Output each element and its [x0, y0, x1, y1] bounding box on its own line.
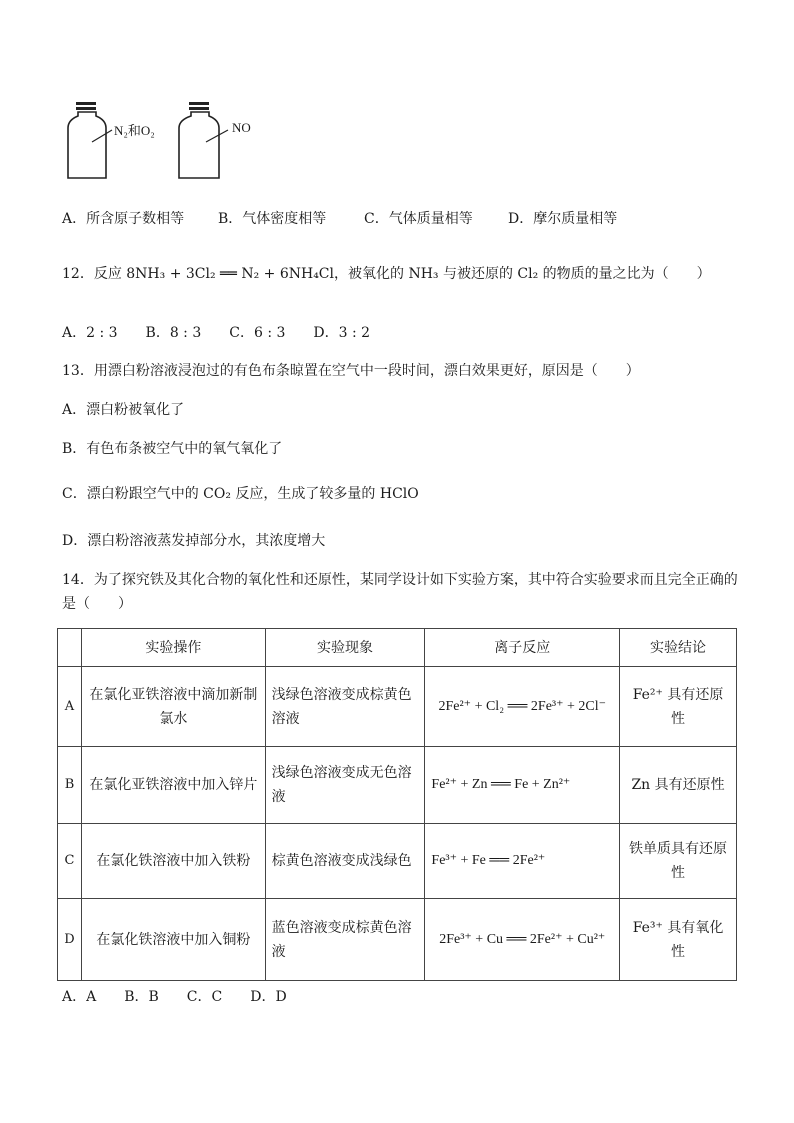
q12-options: A．2 : 3 B．8 : 3 C．6 : 3 D．3 : 2 — [62, 325, 371, 341]
q11-option-d — [508, 208, 617, 228]
bottle-right — [179, 102, 228, 178]
gas-bottles-figure — [62, 100, 272, 185]
q11-option-d-text: 摩尔质量相等 — [533, 211, 618, 227]
q11-option-c-text: 气体质量相等 — [388, 211, 473, 227]
cell-conclusion: Fe²⁺ 具有还原性 — [620, 667, 737, 747]
header-blank — [58, 629, 82, 667]
cell-conclusion: 铁单质具有还原性 — [620, 824, 737, 899]
q13-option-b: B．有色布条被空气中的氧气氧化了 — [62, 441, 283, 457]
table-row — [58, 824, 737, 899]
row-label: B — [58, 747, 82, 824]
q14-options: A．A B．B C．C D．D — [62, 989, 287, 1005]
row-label: C — [58, 824, 82, 899]
q11-option-b-text: 气体密度相等 — [242, 211, 327, 227]
cell-phenomenon: 浅绿色溶液变成棕黄色溶液 — [265, 667, 425, 747]
cell-operation: 在氯化亚铁溶液中滴加新制氯水 — [81, 667, 265, 747]
cell-operation: 在氯化亚铁溶液中加入锌片 — [81, 747, 265, 824]
header-reaction: 离子反应 — [425, 629, 620, 667]
q11-option-b — [218, 208, 326, 228]
q11-option-b-letter: B． — [218, 211, 243, 227]
q11-option-c — [364, 208, 473, 228]
cell-conclusion: Zn 具有还原性 — [620, 747, 737, 824]
experiment-table — [57, 628, 737, 981]
cell-reaction: Fe²⁺ + Zn ══ Fe + Zn²⁺ — [425, 747, 620, 824]
bottle-left — [68, 102, 112, 178]
bottle-right-label: NO — [232, 120, 251, 135]
q11-option-a-letter: A． — [62, 211, 87, 227]
q14-stem-line2: 是（ ） — [62, 596, 132, 612]
row-label: A — [58, 667, 82, 747]
q12-stem: 12．反应 8NH₃ + 3Cl₂ ══ N₂ + 6NH₄Cl，被氧化的 NH₃ 与被还原的 Cl₂ 的物质的量之比为（ ） — [62, 266, 711, 282]
bottle-left-label: N₂和O₂ — [114, 123, 155, 138]
cell-operation: 在氯化铁溶液中加入铁粉 — [81, 824, 265, 899]
cell-reaction: Fe³⁺ + Fe ══ 2Fe²⁺ — [425, 824, 620, 899]
cell-phenomenon: 蓝色溶液变成棕黄色溶液 — [265, 899, 425, 981]
cell-reaction: 2Fe³⁺ + Cu ══ 2Fe²⁺ + Cu²⁺ — [425, 899, 620, 981]
table-row — [58, 899, 737, 981]
q11-option-a — [62, 208, 184, 228]
q11-option-c-letter: C． — [364, 211, 389, 227]
table-header-row — [58, 629, 737, 667]
cell-conclusion: Fe³⁺ 具有氧化性 — [620, 899, 737, 981]
row-label: D — [58, 899, 82, 981]
q13-option-c: C．漂白粉跟空气中的 CO₂ 反应，生成了较多量的 HClO — [62, 486, 419, 502]
q13-stem: 13．用漂白粉溶液浸泡过的有色布条晾置在空气中一段时间，漂白效果更好，原因是（ ） — [62, 363, 640, 379]
q14-stem-line1: 14．为了探究铁及其化合物的氧化性和还原性，某同学设计如下实验方案，其中符合实验要求而且完全正确的 — [62, 572, 738, 588]
q11-option-d-letter: D． — [508, 211, 534, 227]
header-operation: 实验操作 — [81, 629, 265, 667]
q11-option-a-text: 所含原子数相等 — [86, 211, 185, 227]
q13-option-a: A．漂白粉被氧化了 — [62, 402, 185, 418]
table-row — [58, 747, 737, 824]
table-row — [58, 667, 737, 747]
cell-phenomenon: 浅绿色溶液变成无色溶液 — [265, 747, 425, 824]
header-phenomenon: 实验现象 — [265, 629, 425, 667]
cell-reaction: 2Fe²⁺ + Cl₂ ══ 2Fe³⁺ + 2Cl⁻ — [425, 667, 620, 747]
cell-phenomenon: 棕黄色溶液变成浅绿色 — [265, 824, 425, 899]
cell-operation: 在氯化铁溶液中加入铜粉 — [81, 899, 265, 981]
q13-option-d: D．漂白粉溶液蒸发掉部分水，其浓度增大 — [62, 533, 326, 549]
header-conclusion: 实验结论 — [620, 629, 737, 667]
